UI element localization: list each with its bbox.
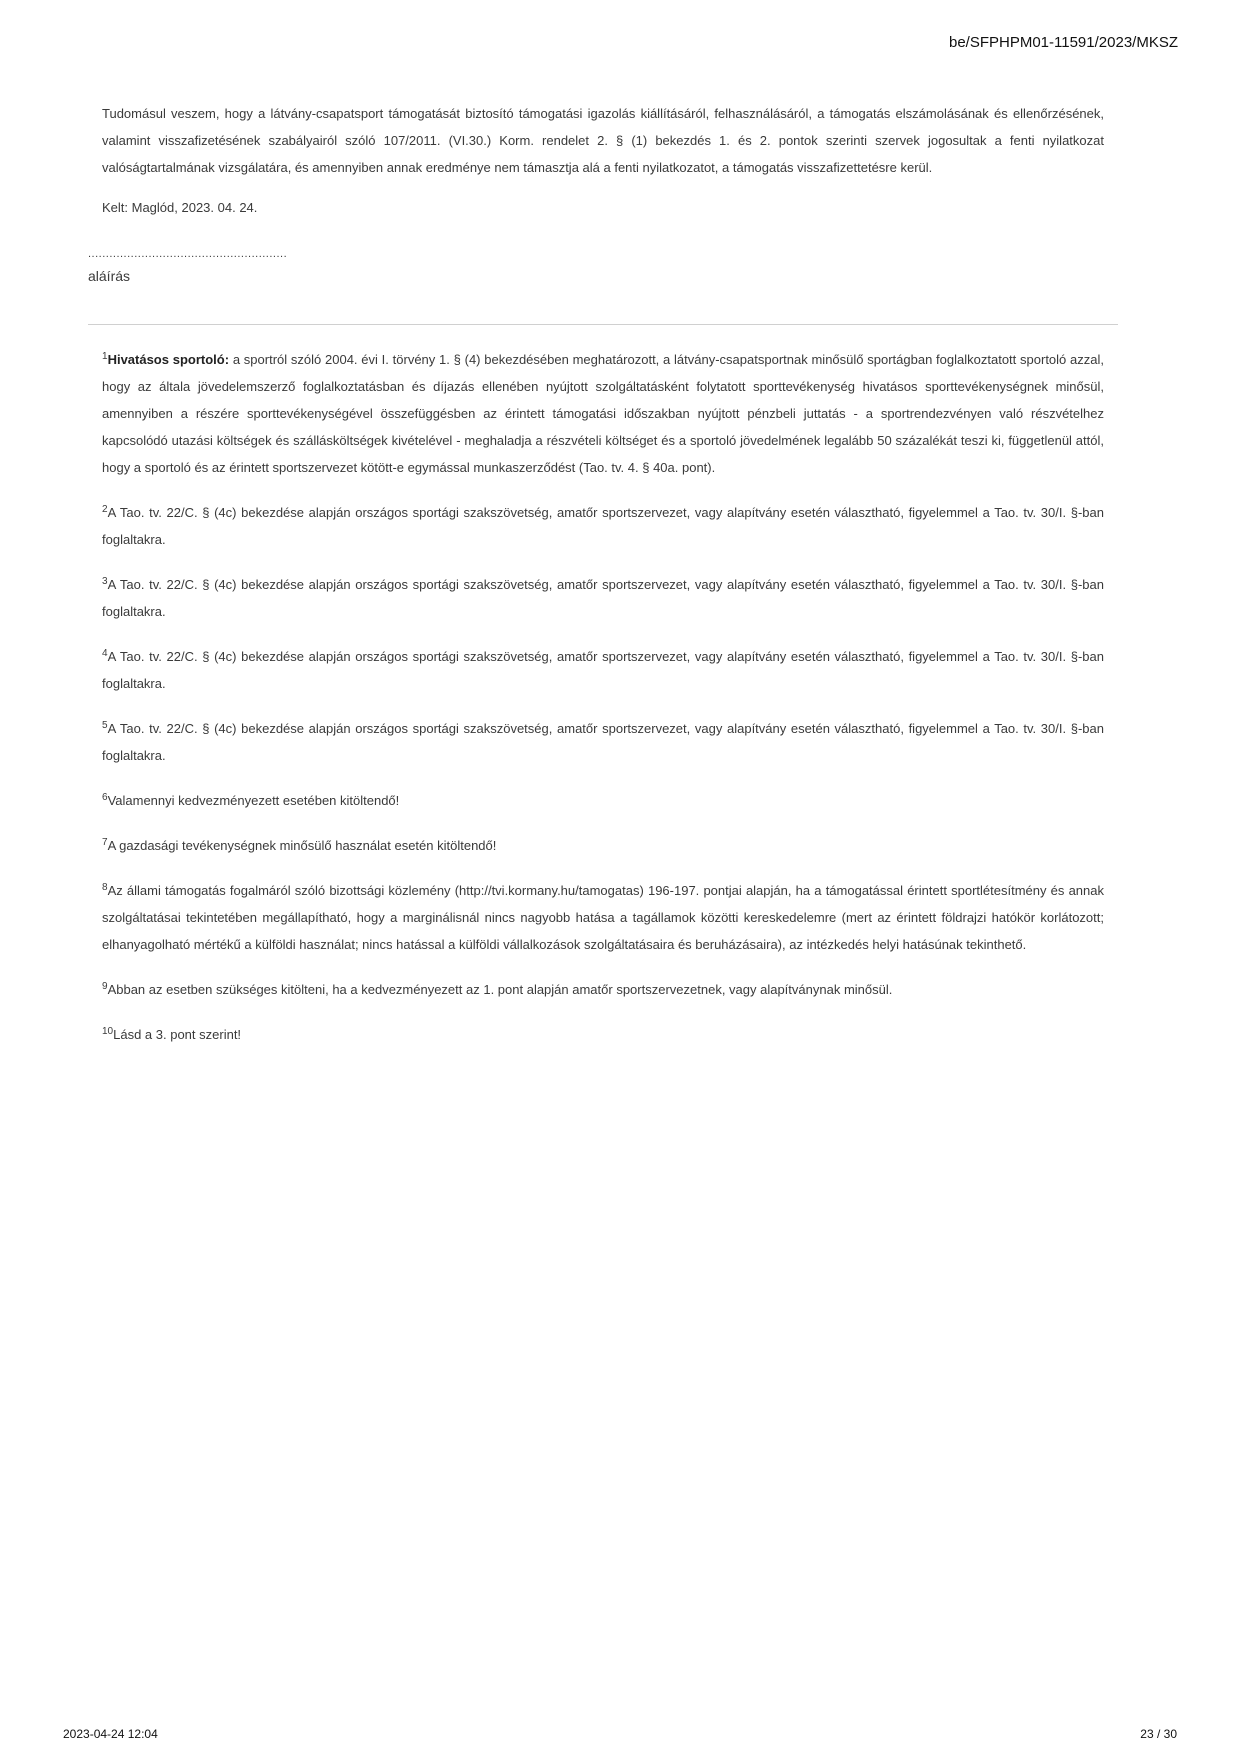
footnote-number: 5 (102, 720, 108, 731)
footnote-text: A gazdasági tevékenységnek minősülő használat esetén kitöltendő! (107, 838, 497, 853)
signature-label: aláírás (88, 268, 131, 284)
footnote-text: A Tao. tv. 22/C. § (4c) bekezdése alapján országos sportági szakszövetség, amatőr sportszervezet, vagy alapítvány esetén választható, figyelemmel a Tao. tv. 30/I. §-ban foglaltakra. (102, 577, 1104, 619)
footnote-5 (102, 715, 1104, 769)
footnote-number: 6 (102, 792, 108, 803)
footnote-7 (102, 832, 1104, 859)
footnote-text: A Tao. tv. 22/C. § (4c) bekezdése alapján országos sportági szakszövetség, amatőr sportszervezet, vagy alapítvány esetén választható, figyelemmel a Tao. tv. 30/I. §-ban foglaltakra. (102, 505, 1104, 547)
footnote-1 (102, 346, 1104, 481)
footnote-number: 9 (102, 981, 108, 992)
footnote-number: 3 (102, 576, 108, 587)
footnote-10 (102, 1021, 1104, 1048)
footnotes-section (102, 346, 1104, 1066)
footnote-number: 4 (102, 648, 108, 659)
document-reference: be/SFPHPM01-11591/2023/MKSZ (948, 34, 1178, 51)
signature-line: ........................................................ (88, 248, 288, 260)
footnote-term: Hivatásos sportoló: (107, 352, 230, 367)
footnote-4 (102, 643, 1104, 697)
footer-page-number: 23 / 30 (1140, 1727, 1177, 1741)
footnote-number: 2 (102, 504, 108, 515)
statement-paragraph: Tudomásul veszem, hogy a látvány-csapatsport támogatását biztosító támogatási igazolás kiállításáról, felhasználásáról, a támogatás elszámolásának és ellenőrzésének, valamint visszafizetésének szabályairól szóló 107/2011. (VI.30.) Korm. rendelet 2. § (1) bekezdés 1. és 2. pontok szerinti szervek jogosultak a fenti nyilatkozat valóságtartalmának vizsgálatára, és amennyiben annak eredménye nem támasztja alá a fenti nyilatkozatot, a támogatás visszafizettetésre kerül. (102, 106, 1104, 175)
footnote-text: A Tao. tv. 22/C. § (4c) bekezdése alapján országos sportági szakszövetség, amatőr sportszervezet, vagy alapítvány esetén választható, figyelemmel a Tao. tv. 30/I. §-ban foglaltakra. (102, 721, 1104, 763)
footnote-6 (102, 787, 1104, 814)
footnote-number: 7 (102, 837, 108, 848)
footnote-text: Abban az esetben szükséges kitölteni, ha a kedvezményezett az 1. pont alapján amatőr sportszervezetnek, vagy alapítványnak minősül. (107, 982, 893, 997)
footnote-number: 1 (102, 351, 108, 362)
footer-datetime: 2023-04-24 12:04 (63, 1727, 158, 1741)
footnote-2 (102, 499, 1104, 553)
footnote-text: Valamennyi kedvezményezett esetében kitöltendő! (107, 793, 400, 808)
footnote-3 (102, 571, 1104, 625)
footnote-8 (102, 877, 1104, 958)
footnote-text: a sportról szóló 2004. évi I. törvény 1. § (4) bekezdésében meghatározott, a látvány-csapatsportnak minősülő sportágban foglalkoztatott sportoló azzal, hogy az általa jövedelemszerző foglalkoztatásban és díjazás ellenében nyújtott szolgáltatásként folytatott sporttevékenység hivatásos sporttevékenységnek minősül, amennyiben a részére sporttevékenységével összefüggésben az érintett támogatási időszakban nyújtott pénzbeli juttatás - a sportrendezvényen való részvételhez kapcsolódó utazási költségek és szállásköltségek kivételével - meghaladja a részvételi költséget és a sportoló jövedelmének legalább 50 százalékát teszi ki, függetlenül attól, hogy a sportoló és az érintett sportszervezet kötött-e egymással munkaszerződést (Tao. tv. 4. § 40a. pont). (102, 352, 1104, 475)
date-place-line: Kelt: Maglód, 2023. 04. 24. (102, 200, 258, 215)
footnote-text: A Tao. tv. 22/C. § (4c) bekezdése alapján országos sportági szakszövetség, amatőr sportszervezet, vagy alapítvány esetén választható, figyelemmel a Tao. tv. 30/I. §-ban foglaltakra. (102, 649, 1104, 691)
footnote-number: 8 (102, 882, 108, 893)
footnote-separator (88, 324, 1118, 325)
footnote-number: 10 (102, 1026, 114, 1037)
footnote-9 (102, 976, 1104, 1003)
footnote-text: Az állami támogatás fogalmáról szóló bizottsági közlemény (http://tvi.kormany.hu/tamogatas) 196-197. pontjai alapján, ha a támogatással érintett sportlétesítmény és annak szolgáltatásai tekintetében megállapítható, hogy a marginálisnál nincs nagyobb hatása a tagállamok közötti kereskedelemre (mert az érintett földrajzi hatókör korlátozott; elhanyagolható mértékű a külföldi használat; nincs hatással a külföldi vállalkozások szolgáltatásaira és beruházásaira), az intézkedés helyi hatásúnak tekinthető. (102, 883, 1104, 952)
footnote-text: Lásd a 3. pont szerint! (113, 1027, 242, 1042)
